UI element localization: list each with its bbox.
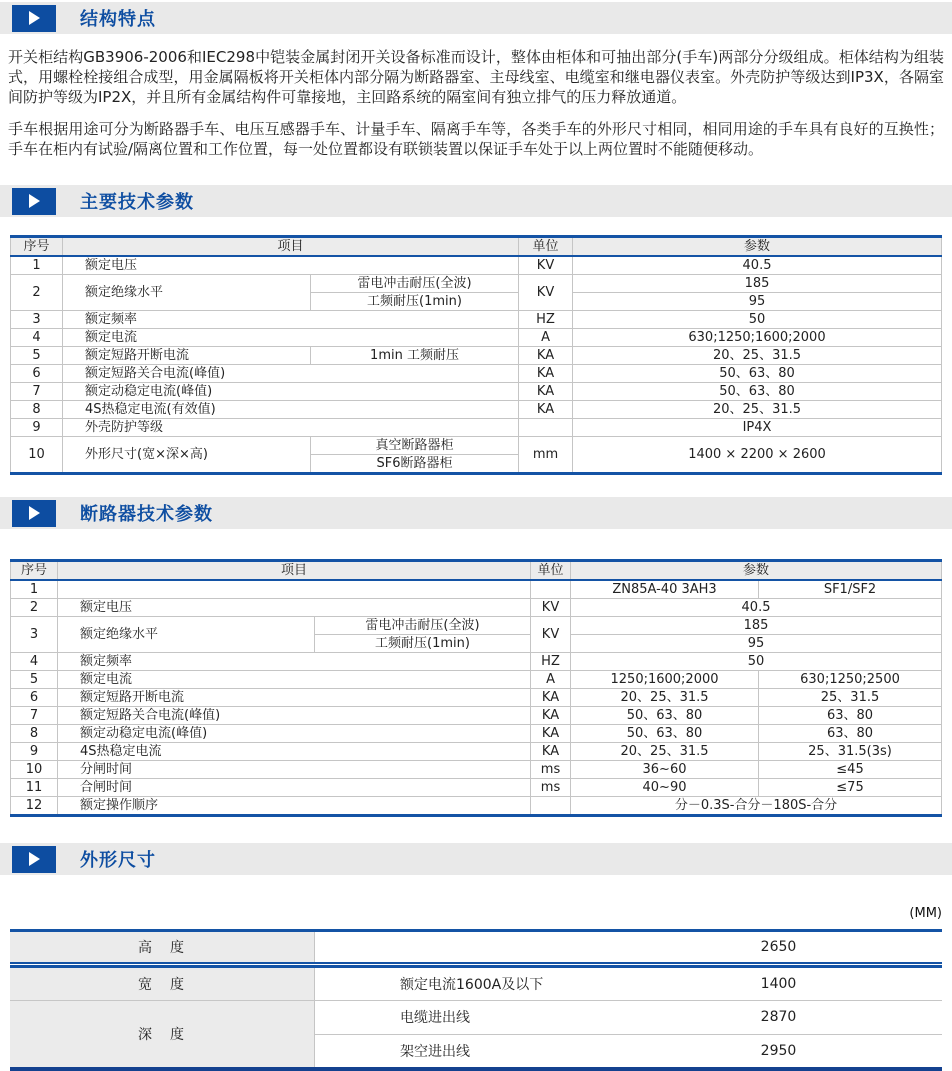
param-cell: 185	[573, 275, 942, 293]
unit-cell	[531, 580, 571, 599]
seq-cell: 9	[11, 419, 63, 437]
param-cell: 630;1250;2500	[759, 671, 942, 689]
table-row	[11, 275, 942, 293]
item-cell: 合闸时间	[58, 779, 531, 797]
item-cell	[58, 580, 531, 599]
table-row	[11, 671, 942, 689]
depth-cable-row	[315, 1001, 942, 1034]
header-item: 项目	[63, 237, 519, 257]
table-row	[11, 599, 942, 617]
param-cell: ≤45	[759, 761, 942, 779]
header-seq: 序号	[11, 237, 63, 257]
width-label: 宽 度	[10, 968, 315, 1000]
header-param: 参数	[571, 561, 942, 581]
unit-note: (MM)	[909, 906, 942, 921]
depth-cable-value: 2870	[760, 1009, 797, 1026]
depth-overhead-condition: 架空进出线	[400, 1043, 470, 1060]
main-params-table	[10, 235, 942, 475]
seq-cell: 6	[11, 689, 58, 707]
table-row	[11, 653, 942, 671]
seq-cell: 2	[11, 599, 58, 617]
triangle-icon	[29, 194, 40, 208]
table-row	[11, 347, 942, 365]
seq-cell: 8	[11, 401, 63, 419]
section-bar-structure	[0, 2, 952, 34]
param-cell: 25、31.5	[759, 689, 942, 707]
section-bar-main-params	[0, 185, 952, 217]
table-header-row	[11, 237, 942, 257]
param-cell: 40~90	[571, 779, 759, 797]
seq-cell: 2	[11, 275, 63, 311]
section-bar-breaker-params	[0, 497, 952, 529]
table-row	[11, 725, 942, 743]
table-row	[11, 617, 942, 635]
param-cell: 50	[573, 311, 942, 329]
item-cell: 额定短路开断电流	[63, 347, 311, 365]
header-item: 项目	[58, 561, 531, 581]
model-cell: ZN85A-40 3AH3	[571, 580, 759, 599]
unit-cell: HZ	[531, 653, 571, 671]
table-row	[11, 797, 942, 816]
seq-cell: 7	[11, 383, 63, 401]
param-cell: 63、80	[759, 725, 942, 743]
seq-cell: 6	[11, 365, 63, 383]
item-cell: 外形尺寸(宽×深×高)	[63, 437, 311, 474]
table-row	[11, 365, 942, 383]
width-value: 1400	[760, 976, 797, 992]
item-cell: 额定操作顺序	[58, 797, 531, 816]
unit-cell: KA	[519, 383, 573, 401]
model-cell: SF1/SF2	[759, 580, 942, 599]
table-row	[11, 401, 942, 419]
item-cell: 额定频率	[58, 653, 531, 671]
seq-cell: 10	[11, 761, 58, 779]
item-cell: 4S热稳定电流	[58, 743, 531, 761]
seq-cell: 10	[11, 437, 63, 474]
depth-sub-rows	[315, 1001, 942, 1067]
table-row	[11, 779, 942, 797]
section-title-breaker-params: 断路器技术参数	[80, 504, 213, 525]
unit-cell: A	[519, 329, 573, 347]
item-cell: 4S热稳定电流(有效值)	[63, 401, 519, 419]
seq-cell: 12	[11, 797, 58, 816]
param-cell: 36~60	[571, 761, 759, 779]
breaker-params-table	[10, 559, 942, 817]
table-row	[11, 689, 942, 707]
table-row	[11, 383, 942, 401]
param-cell: 95	[571, 635, 942, 653]
structure-paragraph-2: 手车根据用途可分为断路器手车、电压互感器手车、计量手车、隔离手车等，各类手车的外形尺寸相同，相同用途的手车具有良好的互换性；手车在柜内有试验/隔离位置和工作位置，每一处位置都设有联锁装置以保证手车处于以上两位置时不能随便移动。	[8, 120, 944, 158]
sub-item-cell: 真空断路器柜	[311, 437, 519, 455]
width-row	[10, 968, 942, 1000]
unit-cell: KA	[531, 725, 571, 743]
unit-cell: KV	[519, 256, 573, 275]
unit-cell	[519, 419, 573, 437]
table-row	[11, 311, 942, 329]
seq-cell: 4	[11, 653, 58, 671]
play-arrow-icon	[12, 188, 56, 215]
item-cell: 额定短路关合电流(峰值)	[63, 365, 519, 383]
blue-divider	[10, 962, 942, 965]
param-cell: 50	[571, 653, 942, 671]
triangle-icon	[29, 852, 40, 866]
sub-item-cell: 雷电冲击耐压(全波)	[315, 617, 531, 635]
unit-cell: A	[531, 671, 571, 689]
section-title-dimensions: 外形尺寸	[80, 850, 156, 871]
param-cell: 63、80	[759, 707, 942, 725]
section-title-main-params: 主要技术参数	[80, 192, 194, 213]
item-cell: 额定绝缘水平	[63, 275, 311, 311]
item-cell: 额定电流	[58, 671, 531, 689]
height-label: 高 度	[10, 932, 315, 962]
unit-cell: ms	[531, 779, 571, 797]
table-row	[11, 761, 942, 779]
item-cell: 额定电压	[63, 256, 519, 275]
param-cell: 95	[573, 293, 942, 311]
header-seq: 序号	[11, 561, 58, 581]
param-cell: 20、25、31.5	[571, 689, 759, 707]
triangle-icon	[29, 506, 40, 520]
param-cell: 分－0.3S-合分－180S-合分	[571, 797, 942, 816]
param-cell: IP4X	[573, 419, 942, 437]
param-cell: 50、63、80	[571, 707, 759, 725]
depth-row	[10, 1001, 942, 1067]
unit-cell: KA	[519, 401, 573, 419]
seq-cell: 3	[11, 617, 58, 653]
param-cell: 25、31.5(3s)	[759, 743, 942, 761]
height-value: 2650	[760, 939, 797, 955]
table-row	[11, 580, 942, 599]
section-title-structure: 结构特点	[80, 9, 156, 30]
seq-cell: 9	[11, 743, 58, 761]
height-row	[10, 932, 942, 962]
param-cell: 20、25、31.5	[573, 401, 942, 419]
item-cell: 分闸时间	[58, 761, 531, 779]
param-cell: 50、63、80	[571, 725, 759, 743]
height-condition	[315, 932, 615, 962]
item-cell: 额定电压	[58, 599, 531, 617]
item-cell: 额定短路开断电流	[58, 689, 531, 707]
header-unit: 单位	[519, 237, 573, 257]
item-cell: 额定电流	[63, 329, 519, 347]
table-row	[11, 437, 942, 455]
table-row	[11, 419, 942, 437]
param-cell: 40.5	[571, 599, 942, 617]
table-row	[11, 256, 942, 275]
unit-cell: ms	[531, 761, 571, 779]
depth-label: 深 度	[10, 1001, 315, 1067]
param-cell: 50、63、80	[573, 383, 942, 401]
seq-cell: 5	[11, 347, 63, 365]
unit-cell: KA	[519, 365, 573, 383]
item-cell: 额定短路关合电流(峰值)	[58, 707, 531, 725]
unit-cell: mm	[519, 437, 573, 474]
header-param: 参数	[573, 237, 942, 257]
unit-cell: KA	[531, 707, 571, 725]
unit-cell: HZ	[519, 311, 573, 329]
param-cell: 40.5	[573, 256, 942, 275]
seq-cell: 11	[11, 779, 58, 797]
item-cell: 额定绝缘水平	[58, 617, 315, 653]
param-cell: 50、63、80	[573, 365, 942, 383]
unit-cell: KA	[531, 743, 571, 761]
param-cell: ≤75	[759, 779, 942, 797]
seq-cell: 4	[11, 329, 63, 347]
sub-item-cell: 雷电冲击耐压(全波)	[311, 275, 519, 293]
sub-item-cell: 工频耐压(1min)	[311, 293, 519, 311]
table-row	[11, 707, 942, 725]
play-arrow-icon	[12, 846, 56, 873]
structure-paragraph-1: 开关柜结构GB3906-2006和IEC298中铠装金属封闭开关设备标准而设计，整体由柜体和可抽出部分(手车)两部分分级组成。柜体结构为组装式，用螺栓栓接组合成型，用金属隔板将开关柜体内部分隔为断路器室、主母线室、电缆室和继电器仪表室。外壳防护等级达到IP3X，各隔室间防护等级为IP2X，并且所有金属结构件可靠接地，主回路系统的隔室间有独立排气的压力释放通道。	[8, 48, 944, 106]
unit-cell: KA	[531, 689, 571, 707]
unit-cell: KV	[519, 275, 573, 311]
depth-overhead-value: 2950	[760, 1042, 797, 1059]
unit-cell: KV	[531, 599, 571, 617]
param-cell: 1250;1600;2000	[571, 671, 759, 689]
param-cell: 630;1250;1600;2000	[573, 329, 942, 347]
seq-cell: 3	[11, 311, 63, 329]
play-arrow-icon	[12, 500, 56, 527]
param-cell: 20、25、31.5	[573, 347, 942, 365]
play-arrow-icon	[12, 5, 56, 32]
sub-item-cell: 工频耐压(1min)	[315, 635, 531, 653]
param-cell: 185	[571, 617, 942, 635]
seq-cell: 1	[11, 580, 58, 599]
header-unit: 单位	[531, 561, 571, 581]
seq-cell: 1	[11, 256, 63, 275]
triangle-icon	[29, 11, 40, 25]
item-cell: 额定动稳定电流(峰值)	[58, 725, 531, 743]
item-cell: 额定频率	[63, 311, 519, 329]
table-row	[11, 743, 942, 761]
unit-cell	[531, 797, 571, 816]
width-condition: 额定电流1600A及以下	[400, 977, 544, 993]
depth-overhead-row	[315, 1034, 942, 1068]
section-bar-dimensions	[0, 843, 952, 875]
unit-cell: KA	[519, 347, 573, 365]
sub-item-cell: SF6断路器柜	[311, 455, 519, 474]
dimensions-table	[10, 929, 942, 1071]
item-cell: 外壳防护等级	[63, 419, 519, 437]
item-cell: 额定动稳定电流(峰值)	[63, 383, 519, 401]
table-row	[11, 329, 942, 347]
depth-cable-condition: 电缆进出线	[400, 1010, 470, 1027]
unit-cell: KV	[531, 617, 571, 653]
table-header-row	[11, 561, 942, 581]
seq-cell: 7	[11, 707, 58, 725]
param-cell: 20、25、31.5	[571, 743, 759, 761]
seq-cell: 5	[11, 671, 58, 689]
sub-item-cell: 1min 工频耐压	[311, 347, 519, 365]
seq-cell: 8	[11, 725, 58, 743]
param-cell: 1400 × 2200 × 2600	[573, 437, 942, 474]
